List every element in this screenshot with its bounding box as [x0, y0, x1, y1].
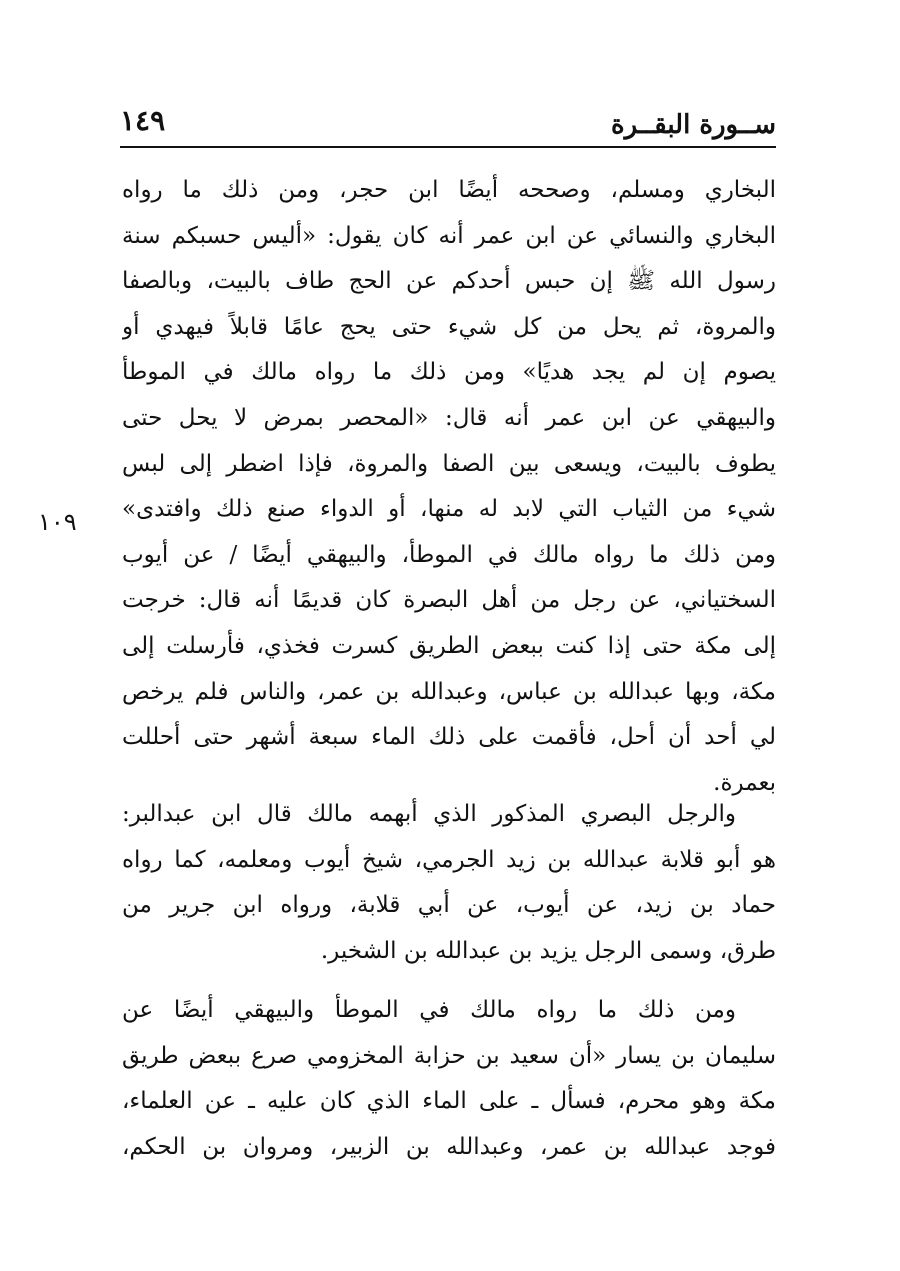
text-line: والمروة، ثم يحل من كل شيء حتى يحج عامًا قابلاً فيهدي أو — [122, 313, 776, 340]
text-line: شيء من الثياب التي لابد له منها، أو الدواء صنع ذلك وافتدى» — [122, 496, 776, 523]
page-number: ١٤٩ — [120, 104, 166, 137]
surah-title: ســورة البقــرة — [610, 110, 776, 140]
text-line: ومن ذلك ما رواه مالك في الموطأ، والبيهقي أيضًا / عن أيوب — [122, 541, 776, 568]
margin-reference-number: ١٠٩ — [38, 508, 77, 536]
text-line: إلى مكة حتى إذا كنت ببعض الطريق كسرت فخذي، فأرسلت إلى — [122, 632, 776, 659]
text-line: والرجل البصري المذكور الذي أبهمه مالك قال ابن عبدالبر: — [122, 801, 736, 827]
text-line: مكة، وبها عبدالله بن عباس، وعبدالله بن عمر، والناس فلم يرخص — [122, 678, 776, 705]
text-line: البخاري ومسلم، وصححه أيضًا ابن حجر، ومن ذلك ما رواه — [122, 177, 776, 203]
text-line: يطوف بالبيت، ويسعى بين الصفا والمروة، فإذا اضطر إلى لبس — [122, 450, 776, 477]
paragraph-2 — [122, 792, 776, 974]
page-header — [120, 100, 776, 148]
text-line: حماد بن زيد، عن أيوب، عن أبي قلابة، ورواه ابن جرير من — [122, 892, 776, 919]
text-line: بعمرة. — [713, 769, 776, 796]
text-line: والبيهقي عن ابن عمر أنه قال: «المحصر بمرض لا يحل حتى — [122, 404, 776, 431]
text-line: مكة وهو محرم، فسأل ـ على الماء الذي كان عليه ـ عن العلماء، — [122, 1088, 776, 1115]
text-line: طرق، وسمى الرجل يزيد بن عبدالله بن الشخير. — [320, 937, 776, 964]
text-line: سليمان بن يسار «أن سعيد بن حزابة المخزومي صرع ببعض طريق — [122, 1042, 776, 1069]
paragraph-1 — [122, 168, 776, 806]
text-line: ومن ذلك ما رواه مالك في الموطأ والبيهقي أيضًا عن — [122, 997, 736, 1023]
text-line: فوجد عبدالله بن عمر، وعبدالله بن الزبير، ومروان بن الحكم، — [122, 1133, 776, 1160]
text-line: رسول الله ﷺ إن حبس أحدكم عن الحج طاف بالبيت، وبالصفا — [122, 268, 776, 295]
text-line: البخاري والنسائي عن ابن عمر أنه كان يقول: «أليس حسبكم سنة — [122, 222, 776, 249]
text-line: يصوم إن لم يجد هديًا» ومن ذلك ما رواه مالك في الموطأ — [122, 359, 776, 386]
text-line: هو أبو قلابة عبدالله بن زيد الجرمي، شيخ أيوب ومعلمه، كما رواه — [122, 846, 776, 873]
paragraph-3 — [122, 988, 776, 1170]
text-line: لي أحد أن أحل، فأقمت على ذلك الماء سبعة أشهر حتى أحللت — [122, 724, 776, 751]
text-line: السختياني، عن رجل من أهل البصرة كان قديمًا أنه قال: خرجت — [122, 587, 776, 614]
